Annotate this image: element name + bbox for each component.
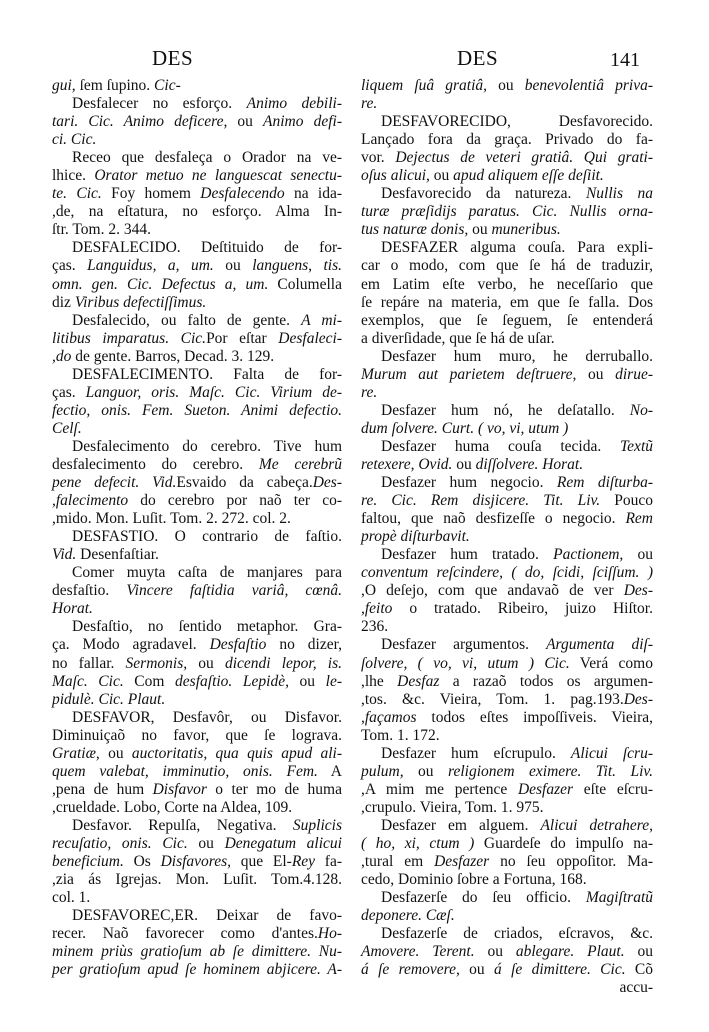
text-line xyxy=(361,510,653,528)
roman-text: Desfavor. Repulſa, Negativa. xyxy=(72,816,293,834)
latin-italic-text: Rey xyxy=(291,853,316,871)
roman-text: ſtr. Tom. 2. 344. xyxy=(52,221,151,239)
text-line xyxy=(361,889,653,907)
latin-italic-text: Ho- xyxy=(317,925,342,943)
text-line xyxy=(52,673,342,691)
latin-italic-text: re. xyxy=(361,95,378,113)
text-line xyxy=(361,348,653,366)
text-line xyxy=(52,492,342,510)
text-line xyxy=(361,655,653,673)
roman-text: Comer muyta caſta de manjares para xyxy=(72,564,342,582)
roman-text: ,crupulo. Vieira, Tom. 1. 975. xyxy=(361,798,544,816)
text-line xyxy=(361,817,653,835)
roman-text: fa- xyxy=(315,853,342,871)
roman-text: ou xyxy=(227,113,264,131)
latin-italic-text: quem valebat, imminutio, onis. Fem. xyxy=(52,762,318,780)
text-line xyxy=(361,131,653,149)
roman-text: ça. Modo agradavel. xyxy=(52,636,210,654)
roman-text: Desfaſtio, no ſentido metaphor. Gra- xyxy=(72,618,342,636)
latin-italic-text: benevolentiâ priva- xyxy=(524,77,653,94)
roman-text: DESFALECIMENTO. Falta de for- xyxy=(72,365,342,383)
text-line xyxy=(361,907,653,925)
text-line xyxy=(361,366,653,384)
roman-text: de gente. Barros, Decad. 3. 129. xyxy=(71,347,275,365)
text-line xyxy=(361,709,653,727)
roman-text: no ſeu oppoſitor. Ma- xyxy=(489,853,653,871)
text-line xyxy=(52,636,342,654)
text-line xyxy=(361,402,653,420)
latin-italic-text: dirue- xyxy=(615,365,653,383)
latin-italic-text: Languidus, a, um. xyxy=(87,257,214,275)
latin-italic-text: ſolvere, ( vo, vi, utum ) Cic. xyxy=(361,654,570,672)
roman-text: eſte eſcru- xyxy=(573,780,653,798)
latin-italic-text: deponere. Cæſ. xyxy=(361,907,455,925)
roman-text: ,crueldade. Lobo, Corte na Aldea, 109. xyxy=(52,798,293,816)
text-line xyxy=(361,330,653,348)
latin-italic-text: Alicui detrahere, xyxy=(540,816,653,834)
latin-italic-text: per gratioſum apud ſe hominem abjicere. A- xyxy=(52,961,342,979)
text-line xyxy=(52,438,342,456)
roman-text: faltou, que naõ desfizeſſe o negocio. xyxy=(361,510,626,528)
latin-italic-text: tari. Cic. Animo deficere, xyxy=(52,113,228,131)
roman-text: ou xyxy=(429,167,454,185)
roman-text: ou xyxy=(468,221,492,239)
text-line xyxy=(361,546,653,564)
latin-italic-text: No- xyxy=(629,401,653,419)
roman-text: Por eſtar xyxy=(206,329,279,347)
latin-italic-text: Denegatum alicui xyxy=(224,834,342,852)
roman-text: Desenfaſtiar. xyxy=(76,546,159,564)
latin-italic-text: minem priùs gratioſum ab ſe dimittere. Nu- xyxy=(52,943,342,961)
text-line xyxy=(52,294,342,312)
text-line xyxy=(361,185,653,203)
latin-italic-text: Dejectus de veteri gratiâ. Qui grati- xyxy=(395,149,653,167)
text-line xyxy=(52,95,342,113)
latin-italic-text: Argumenta diſ- xyxy=(546,636,653,654)
latin-italic-text: ,do xyxy=(52,347,72,365)
text-line xyxy=(52,871,342,889)
text-line xyxy=(361,113,653,131)
text-line xyxy=(361,95,653,113)
text-line xyxy=(52,853,342,871)
latin-italic-text: fectio, onis. Fem. Sueton. Animi defectio. xyxy=(52,401,342,419)
roman-text: ,O deſejo, com que andavaõ de ver xyxy=(361,582,624,600)
text-line xyxy=(361,239,653,257)
text-line xyxy=(52,582,342,600)
latin-italic-text: Rem diſturba- xyxy=(556,474,653,492)
text-line xyxy=(361,943,653,961)
roman-text: ou xyxy=(623,546,653,564)
text-line xyxy=(361,799,653,817)
text-line xyxy=(52,564,342,582)
roman-text: Desfalecer no esforço. xyxy=(72,95,247,113)
roman-text: o tratado. Ribeiro, juizo Hiſtor. xyxy=(392,600,653,618)
text-line xyxy=(361,203,653,221)
text-line xyxy=(52,239,342,257)
text-line xyxy=(52,709,342,727)
latin-italic-text: Vid. xyxy=(52,546,77,564)
roman-text: ,zia ás Igrejas. Mon. Luſit. Tom.4.128. xyxy=(52,871,342,889)
latin-italic-text: ci. Cic. xyxy=(52,131,97,149)
roman-text: ou xyxy=(403,762,448,780)
roman-text: recer. Naõ favorecer como d'antes. xyxy=(52,925,318,943)
text-line xyxy=(52,691,342,709)
text-line xyxy=(361,853,653,871)
roman-text: Receo que desfaleça o Orador na ve- xyxy=(72,149,342,167)
latin-italic-text: Languor, oris. Maſc. Cic. Virium de- xyxy=(85,383,343,401)
roman-text: ,de, na eſtatura, no esforço. Alma In- xyxy=(52,203,342,221)
latin-italic-text: Celſ. xyxy=(52,419,82,437)
latin-italic-text: pene defecit. Vid. xyxy=(52,474,177,492)
roman-text: Pouco xyxy=(600,492,654,510)
roman-text: Desfazer hum negocio. xyxy=(381,474,557,492)
roman-text: Desfazer hum tratado. xyxy=(381,546,554,564)
roman-text: DESFAVORECIDO, Desfavorecido. xyxy=(381,113,653,131)
latin-italic-text: Maſc. Cic. xyxy=(52,672,124,690)
text-line xyxy=(52,203,342,221)
text-line xyxy=(52,925,342,943)
roman-text: Desfazer hum muro, he derruballo. xyxy=(381,347,653,365)
latin-italic-text: beneficium. xyxy=(52,853,124,871)
roman-text: col. 1. xyxy=(52,889,91,907)
roman-text: ou xyxy=(213,257,253,275)
roman-text: Desfazerſe do ſeu officio. xyxy=(381,889,586,907)
roman-text: ,A mim me pertence xyxy=(361,780,518,798)
latin-italic-text: Disfavor xyxy=(152,780,207,798)
text-line xyxy=(361,474,653,492)
roman-text: Cõ xyxy=(625,961,653,979)
roman-text: Desfazer em alguem. xyxy=(381,816,541,834)
roman-text: ou xyxy=(459,961,494,979)
text-line xyxy=(361,456,653,474)
roman-text: Lançado fora da graça. Privado do fa- xyxy=(361,131,653,149)
latin-italic-text: ,feito xyxy=(361,600,393,618)
text-line xyxy=(361,149,653,167)
latin-italic-text: Desfaleci- xyxy=(278,329,342,347)
right-column xyxy=(361,77,653,997)
roman-text: ou xyxy=(576,365,616,383)
text-line xyxy=(361,420,653,438)
text-line xyxy=(361,294,653,312)
latin-italic-text: Desfalecendo xyxy=(200,185,285,203)
roman-text: Desfalecimento do cerebro. Tive hum xyxy=(72,437,342,455)
text-line xyxy=(361,492,653,510)
roman-text: Desfalecido, ou falto de gente. xyxy=(72,311,302,329)
roman-text: no fallar. xyxy=(52,654,126,672)
text-line xyxy=(361,636,653,654)
roman-text: DESFALECIDO. Deſtituido de for- xyxy=(72,239,342,257)
text-line xyxy=(361,835,653,853)
roman-text: car o modo, com que ſe há de traduzir, xyxy=(361,257,653,275)
text-line xyxy=(52,618,342,636)
latin-italic-text: litibus imparatus. Cic. xyxy=(52,329,207,347)
latin-italic-text: retexere, Ovid. xyxy=(361,455,453,473)
roman-text: o ter mo de huma xyxy=(206,780,342,798)
roman-text: desfaſtio. xyxy=(52,582,127,600)
text-line xyxy=(52,600,342,618)
latin-italic-text: desfaſtio. Lepidè, xyxy=(175,672,289,690)
roman-text: desfalecimento do cerebro. xyxy=(52,455,259,473)
roman-text: DESFAZER alguma couſa. Para expli- xyxy=(381,239,653,257)
text-line xyxy=(52,474,342,492)
roman-text: Desfazer hum nó, he deſatallo. xyxy=(381,401,630,419)
roman-text: Desfazer argumentos. xyxy=(381,636,547,654)
latin-italic-text: Nullis na xyxy=(585,185,653,203)
text-line xyxy=(52,149,342,167)
roman-text: ou xyxy=(187,834,225,852)
roman-text: ou xyxy=(288,672,326,690)
roman-text: ſe repáre na materia, em que ſe falla. Dos xyxy=(361,293,653,311)
text-line xyxy=(52,131,342,149)
latin-italic-text: Des- xyxy=(623,690,653,708)
latin-italic-text: ,falecimento xyxy=(52,492,129,510)
page-number: 141 xyxy=(610,49,640,71)
latin-italic-text: Murum aut parietem deſtruere, xyxy=(361,365,577,383)
roman-text: do cerebro por naõ ter co- xyxy=(128,492,342,510)
text-line xyxy=(52,330,342,348)
text-line xyxy=(52,257,342,275)
text-line xyxy=(52,185,342,203)
text-line xyxy=(361,582,653,600)
text-line xyxy=(52,77,342,95)
text-line xyxy=(52,781,342,799)
text-line xyxy=(361,257,653,275)
roman-text: diz xyxy=(52,293,75,311)
latin-italic-text: turæ præſidijs paratus. Cic. Nullis orna- xyxy=(361,203,653,221)
text-line xyxy=(52,546,342,564)
latin-italic-text: Sermonis, xyxy=(125,654,188,672)
roman-text: ou xyxy=(99,744,132,762)
roman-text: ,tos. &c. Vieira, Tom. 1. pag.193. xyxy=(361,690,624,708)
latin-italic-text: propè diſturbavit. xyxy=(361,528,470,546)
roman-text: ou xyxy=(452,455,476,473)
latin-italic-text: Orator metuo ne languescat senectu- xyxy=(94,167,342,185)
roman-text: Esvaido da cabeça. xyxy=(176,474,313,492)
text-line xyxy=(361,564,653,582)
text-line xyxy=(52,799,342,817)
roman-text: vor. xyxy=(361,149,396,167)
text-line xyxy=(361,763,653,781)
text-line xyxy=(52,348,342,366)
roman-text: Foy homem xyxy=(101,185,201,203)
text-line xyxy=(52,366,342,384)
latin-italic-text: auctoritatis, qua quis apud ali- xyxy=(131,744,342,762)
roman-text: DESFAVOREC,ER. Deixar de favo- xyxy=(72,907,342,925)
left-column xyxy=(52,77,342,979)
text-line xyxy=(361,438,653,456)
text-line xyxy=(361,961,653,979)
text-line xyxy=(52,961,342,979)
latin-italic-text: gui, xyxy=(52,77,76,94)
roman-text: ou xyxy=(487,77,525,94)
text-line xyxy=(52,402,342,420)
text-line xyxy=(52,420,342,438)
roman-text: ,mido. Mon. Luſit. Tom. 2. 272. col. 2. xyxy=(52,510,291,528)
text-line xyxy=(52,113,342,131)
roman-text: ſem ſupino. xyxy=(75,77,155,94)
roman-text: accu- xyxy=(619,979,653,997)
roman-text: ,tural em xyxy=(361,853,435,871)
latin-italic-text: conventum reſcindere, ( do, ſcidi, ſciſſum. ) xyxy=(361,564,653,582)
latin-italic-text: apud aliquem eſſe deſiit. xyxy=(453,167,604,185)
roman-text: a diverſidade, que ſe há de uſar. xyxy=(361,329,555,347)
latin-italic-text: pidulè. Cic. Plaut. xyxy=(52,690,166,708)
latin-italic-text: pulum, xyxy=(361,762,404,780)
text-line xyxy=(52,221,342,239)
latin-italic-text: Animo defi- xyxy=(263,113,342,131)
roman-text: Diminuiçaõ no favor, que ſe lograva. xyxy=(52,726,342,744)
latin-italic-text: Des- xyxy=(312,474,342,492)
latin-italic-text: re. Cic. Rem disjicere. Tit. Liv. xyxy=(361,492,601,510)
latin-italic-text: Suplicis xyxy=(292,816,342,834)
latin-italic-text: Vincere faſtidia variâ, cœnâ. xyxy=(126,582,342,600)
roman-text: Verá como xyxy=(569,654,653,672)
text-line xyxy=(52,655,342,673)
text-line xyxy=(52,907,342,925)
latin-italic-text: dum ſolvere. Curt. ( vo, vi, utum ) xyxy=(361,419,569,437)
text-line xyxy=(361,979,653,997)
latin-italic-text: Gratiæ, xyxy=(52,744,100,762)
text-line xyxy=(361,276,653,294)
roman-text: ,lhe xyxy=(361,672,398,690)
roman-text: Os xyxy=(123,853,161,871)
text-line xyxy=(361,691,653,709)
running-head-right: DES xyxy=(457,46,499,70)
text-line xyxy=(361,384,653,402)
latin-italic-text: Disfavores, xyxy=(160,853,232,871)
roman-text: Com xyxy=(123,672,176,690)
latin-italic-text: Cic- xyxy=(154,77,181,94)
latin-italic-text: Magiſtratũ xyxy=(585,889,653,907)
latin-italic-text: te. Cic. xyxy=(52,185,102,203)
latin-italic-text: Alicui ſcru- xyxy=(570,744,653,762)
text-line xyxy=(361,221,653,239)
running-head-left: DES xyxy=(152,46,194,70)
text-line xyxy=(52,528,342,546)
text-line xyxy=(52,943,342,961)
latin-italic-text: ( ho, xi, ctum ) xyxy=(361,834,475,852)
latin-italic-text: recuſatio, onis. Cic. xyxy=(52,834,188,852)
roman-text: DESFASTIO. O contrario de faſtio. xyxy=(72,528,342,546)
latin-italic-text: Pactionem, xyxy=(553,546,624,564)
latin-italic-text: Me cerebrũ xyxy=(258,455,343,473)
latin-italic-text: Desfaſtio xyxy=(209,636,267,654)
text-line xyxy=(52,384,342,402)
roman-text: Desfazer huma couſa tecida. xyxy=(381,437,620,455)
roman-text: ou xyxy=(624,943,654,961)
text-line xyxy=(361,727,653,745)
roman-text: DESFAVOR, Desfavôr, ou Disfavor. xyxy=(72,708,342,726)
roman-text: ,pena de hum xyxy=(52,780,153,798)
latin-italic-text: Horat. xyxy=(52,600,93,618)
latin-italic-text: le- xyxy=(325,672,343,690)
roman-text: que El- xyxy=(231,853,292,871)
latin-italic-text: Animo debili- xyxy=(246,95,342,113)
roman-text: em Latim eſte verbo, he neceſſario que xyxy=(361,275,653,293)
text-line xyxy=(52,510,342,528)
latin-italic-text: religionem eximere. Tit. Liv. xyxy=(448,762,654,780)
latin-italic-text: languens, tis. xyxy=(252,257,342,275)
latin-italic-text: Textũ xyxy=(619,437,653,455)
text-line xyxy=(361,77,653,95)
roman-text: lhice. xyxy=(52,167,95,185)
roman-text: no dizer, xyxy=(266,636,342,654)
roman-text: ou xyxy=(474,943,516,961)
latin-italic-text: Des- xyxy=(623,582,653,600)
roman-text: cedo, Dominio ſobre a Fortuna, 168. xyxy=(361,871,587,889)
latin-italic-text: Viribus defectiſſimus. xyxy=(74,293,207,311)
latin-italic-text: Rem xyxy=(625,510,653,528)
text-line xyxy=(361,618,653,636)
roman-text: Columella xyxy=(268,275,342,293)
text-line xyxy=(361,528,653,546)
text-line xyxy=(52,167,342,185)
roman-text: Guardeſe do impulſo na- xyxy=(474,834,653,852)
roman-text: 236. xyxy=(361,618,389,636)
latin-italic-text: á ſe dimittere. Cic. xyxy=(494,961,626,979)
text-line xyxy=(361,167,653,185)
roman-text: Desfazer hum eſcrupulo. xyxy=(381,744,571,762)
text-line xyxy=(52,745,342,763)
text-line xyxy=(361,745,653,763)
latin-italic-text: diſſolvere. Horat. xyxy=(475,455,584,473)
roman-text: a razaõ todos os argumen- xyxy=(439,672,653,690)
roman-text: ças. xyxy=(52,257,88,275)
text-line xyxy=(361,673,653,691)
text-line xyxy=(52,889,342,907)
latin-italic-text: ,façamos xyxy=(361,708,417,726)
roman-text: A xyxy=(317,762,342,780)
text-line xyxy=(361,925,653,943)
latin-italic-text: Desfaz xyxy=(397,672,440,690)
text-line xyxy=(52,276,342,294)
text-line xyxy=(361,781,653,799)
latin-italic-text: dicendi lepor, is. xyxy=(224,654,342,672)
text-line xyxy=(52,456,342,474)
text-line xyxy=(52,835,342,853)
text-line xyxy=(361,312,653,330)
roman-text: Desfazerſe de criados, eſcravos, &c. xyxy=(381,925,653,943)
text-line xyxy=(361,871,653,889)
latin-italic-text: omn. gen. Cic. Defectus a, um. xyxy=(52,275,269,293)
latin-italic-text: muneribus. xyxy=(491,221,561,239)
text-line xyxy=(52,763,342,781)
latin-italic-text: oſus alicui, xyxy=(361,167,430,185)
latin-italic-text: A mi- xyxy=(301,311,342,329)
latin-italic-text: Amovere. Terent. xyxy=(361,943,475,961)
latin-italic-text: ablegare. Plaut. xyxy=(515,943,625,961)
latin-italic-text: Desfazer xyxy=(517,780,574,798)
latin-italic-text: á ſe removere, xyxy=(361,961,460,979)
text-line xyxy=(361,600,653,618)
latin-italic-text: liquem ſuâ gratiâ, xyxy=(361,77,488,94)
text-line xyxy=(52,817,342,835)
roman-text: exemplos, que ſe ſeguem, ſe entenderá xyxy=(361,311,653,329)
roman-text: todos eſtes impoſſiveis. Vieira, xyxy=(416,708,653,726)
roman-text: ou xyxy=(187,654,225,672)
text-line xyxy=(52,727,342,745)
roman-text: na ida- xyxy=(284,185,342,203)
text-line xyxy=(52,312,342,330)
roman-text: Tom. 1. 172. xyxy=(361,726,440,744)
latin-italic-text: Desfazer xyxy=(434,853,490,871)
roman-text: Desfavorecido da natureza. xyxy=(381,185,586,203)
latin-italic-text: re. xyxy=(361,383,378,401)
latin-italic-text: tus naturæ donis, xyxy=(361,221,469,239)
roman-text: ças. xyxy=(52,383,86,401)
